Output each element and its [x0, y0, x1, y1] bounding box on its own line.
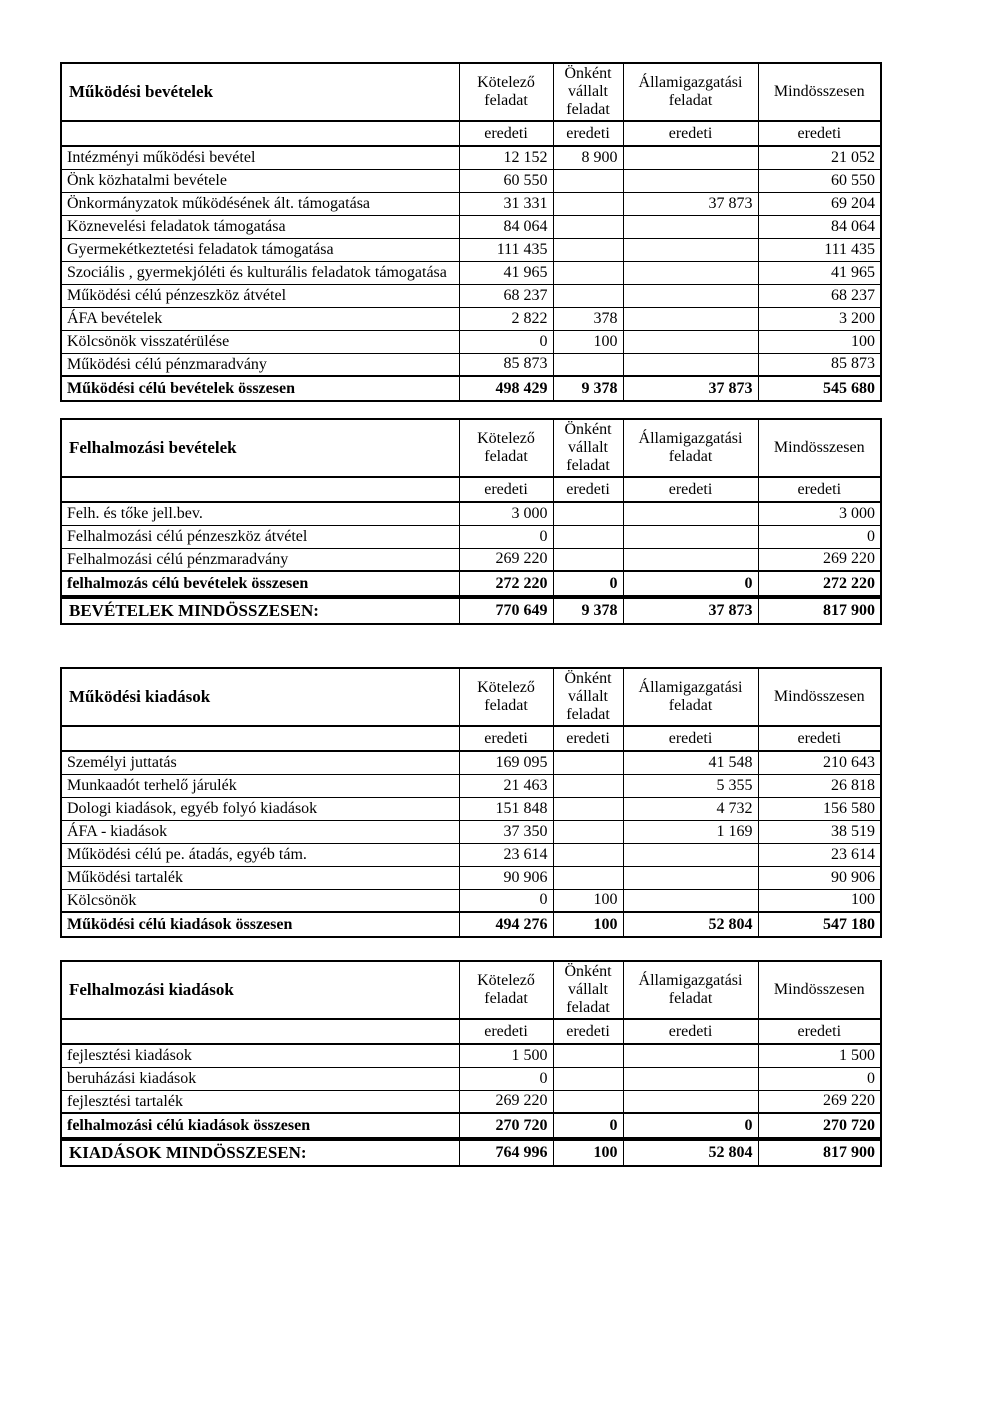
- grand-total-value: 764 996: [459, 1140, 553, 1166]
- table-felhalmozasi-kiadasok: [60, 960, 882, 1139]
- column-header-allamigazgatasi-feladat: Államigazgatási feladat: [623, 961, 758, 1019]
- row-value: 210 643: [758, 751, 881, 774]
- row-value: [623, 889, 758, 912]
- table-row: [61, 330, 881, 353]
- row-value: [553, 548, 623, 571]
- row-label: Működési célú pénzeszköz átvétel: [61, 284, 459, 307]
- total-row-value: 547 180: [758, 912, 881, 937]
- table-row: [61, 502, 881, 525]
- row-value: [623, 238, 758, 261]
- row-value: 169 095: [459, 751, 553, 774]
- row-value: [553, 866, 623, 889]
- row-value: 111 435: [459, 238, 553, 261]
- table-row: [61, 261, 881, 284]
- table-row: [61, 215, 881, 238]
- grand-total-label: BEVÉTELEK MINDÖSSZESEN:: [61, 598, 459, 624]
- table-row: [61, 548, 881, 571]
- subheader-eredeti: eredeti: [623, 477, 758, 502]
- table-row: [61, 525, 881, 548]
- row-value: [623, 1067, 758, 1090]
- table-header-row: [61, 668, 881, 726]
- row-label: Működési célú pe. átadás, egyéb tám.: [61, 843, 459, 866]
- row-value: 26 818: [758, 774, 881, 797]
- row-value: 111 435: [758, 238, 881, 261]
- row-label: Személyi juttatás: [61, 751, 459, 774]
- column-header-kotelezo-feladat: Kötelező feladat: [459, 668, 553, 726]
- subheader-eredeti: eredeti: [459, 1019, 553, 1044]
- subheader-eredeti: eredeti: [758, 1019, 881, 1044]
- total-row-value: 270 720: [459, 1113, 553, 1138]
- column-header-mindosszesen: Mindösszesen: [758, 63, 881, 121]
- row-value: 0: [758, 1067, 881, 1090]
- row-value: [623, 353, 758, 376]
- column-header-mindosszesen: Mindösszesen: [758, 668, 881, 726]
- row-value: 100: [758, 330, 881, 353]
- table-row: [61, 1067, 881, 1090]
- row-label: Köznevelési feladatok támogatása: [61, 215, 459, 238]
- column-header-allamigazgatasi-feladat: Államigazgatási feladat: [623, 63, 758, 121]
- subheader-eredeti: eredeti: [758, 121, 881, 146]
- table-row: [61, 889, 881, 912]
- row-value: 23 614: [758, 843, 881, 866]
- row-value: [623, 307, 758, 330]
- total-row-value: 0: [553, 1113, 623, 1138]
- row-value: 269 220: [758, 548, 881, 571]
- grand-total-value: 9 378: [553, 598, 623, 624]
- row-value: 41 965: [758, 261, 881, 284]
- total-row-label: felhalmozás célú bevételek összesen: [61, 571, 459, 596]
- table-header-row: [61, 961, 881, 1019]
- row-value: 23 614: [459, 843, 553, 866]
- table-subheader-row: [61, 477, 881, 502]
- row-value: 151 848: [459, 797, 553, 820]
- total-row-value: 52 804: [623, 912, 758, 937]
- column-header-mindosszesen: Mindösszesen: [758, 961, 881, 1019]
- row-value: 1 500: [459, 1044, 553, 1067]
- subheader-eredeti: eredeti: [623, 726, 758, 751]
- subheader-eredeti: eredeti: [623, 1019, 758, 1044]
- row-value: 12 152: [459, 146, 553, 169]
- row-label: Kölcsönök visszatérülése: [61, 330, 459, 353]
- subheader-eredeti: eredeti: [758, 477, 881, 502]
- column-header-allamigazgatasi-feladat: Államigazgatási feladat: [623, 668, 758, 726]
- column-header-onkent-vallalt-feladat: Önként vállalt feladat: [553, 63, 623, 121]
- table-row: [61, 820, 881, 843]
- row-value: 85 873: [459, 353, 553, 376]
- column-header-onkent-vallalt-feladat: Önként vállalt feladat: [553, 961, 623, 1019]
- row-value: [553, 820, 623, 843]
- total-row-label: felhalmozási célú kiadások összesen: [61, 1113, 459, 1138]
- subheader-eredeti: eredeti: [758, 726, 881, 751]
- row-label: Önkormányzatok működésének ált. támogatása: [61, 192, 459, 215]
- row-value: 90 906: [459, 866, 553, 889]
- table-total-row: [61, 376, 881, 401]
- total-row-label: Működési célú bevételek összesen: [61, 376, 459, 401]
- row-value: 3 200: [758, 307, 881, 330]
- row-label: Önk közhatalmi bevétele: [61, 169, 459, 192]
- total-row-value: 272 220: [758, 571, 881, 596]
- total-row-value: 37 873: [623, 376, 758, 401]
- row-value: [623, 548, 758, 571]
- row-label: Dologi kiadások, egyéb folyó kiadások: [61, 797, 459, 820]
- column-header-onkent-vallalt-feladat: Önként vállalt feladat: [553, 419, 623, 477]
- column-header-allamigazgatasi-feladat: Államigazgatási feladat: [623, 419, 758, 477]
- table-mukodesi-kiadasok: [60, 667, 882, 938]
- table-row: [61, 797, 881, 820]
- subheader-eredeti: eredeti: [459, 121, 553, 146]
- grand-total-row-revenues: [61, 598, 881, 624]
- row-value: 100: [758, 889, 881, 912]
- table-row: [61, 307, 881, 330]
- subheader-eredeti: eredeti: [553, 726, 623, 751]
- row-value: [623, 866, 758, 889]
- total-row-value: 270 720: [758, 1113, 881, 1138]
- grand-total-row-expenditures: [61, 1140, 881, 1166]
- row-value: 68 237: [459, 284, 553, 307]
- row-value: [553, 525, 623, 548]
- total-row-value: 9 378: [553, 376, 623, 401]
- row-value: 1 500: [758, 1044, 881, 1067]
- row-value: 100: [553, 889, 623, 912]
- grand-total-value: 37 873: [623, 598, 758, 624]
- total-row-value: 0: [623, 1113, 758, 1138]
- row-value: 5 355: [623, 774, 758, 797]
- table-header-row: [61, 419, 881, 477]
- row-value: 0: [459, 889, 553, 912]
- row-value: 84 064: [758, 215, 881, 238]
- section-title: Felhalmozási bevételek: [61, 419, 459, 477]
- row-value: [553, 797, 623, 820]
- row-label: Szociális , gyermekjóléti és kulturális feladatok támogatása: [61, 261, 459, 284]
- row-label: Felhalmozási célú pénzeszköz átvétel: [61, 525, 459, 548]
- table-row: [61, 751, 881, 774]
- grand-total-value: 100: [553, 1140, 623, 1166]
- row-label: Kölcsönök: [61, 889, 459, 912]
- subheader-eredeti: eredeti: [553, 477, 623, 502]
- row-value: 0: [758, 525, 881, 548]
- row-value: 378: [553, 307, 623, 330]
- row-value: [553, 774, 623, 797]
- row-label: Működési célú pénzmaradvány: [61, 353, 459, 376]
- row-value: 21 052: [758, 146, 881, 169]
- subheader-eredeti: eredeti: [459, 726, 553, 751]
- row-value: [623, 525, 758, 548]
- row-value: [553, 1090, 623, 1113]
- row-value: [623, 261, 758, 284]
- row-value: 90 906: [758, 866, 881, 889]
- table-felhalmozasi-bevetelek: [60, 418, 882, 597]
- subheader-empty-cell: [61, 1019, 459, 1044]
- table-total-row: [61, 571, 881, 596]
- row-value: 269 220: [459, 1090, 553, 1113]
- total-row-value: 0: [553, 571, 623, 596]
- column-header-kotelezo-feladat: Kötelező feladat: [459, 419, 553, 477]
- row-value: [623, 1090, 758, 1113]
- row-value: 100: [553, 330, 623, 353]
- row-value: 21 463: [459, 774, 553, 797]
- row-value: [623, 330, 758, 353]
- grand-total-value: 52 804: [623, 1140, 758, 1166]
- row-value: [553, 502, 623, 525]
- subheader-empty-cell: [61, 726, 459, 751]
- row-value: [623, 284, 758, 307]
- row-value: 84 064: [459, 215, 553, 238]
- row-value: 69 204: [758, 192, 881, 215]
- subheader-eredeti: eredeti: [459, 477, 553, 502]
- table-row: [61, 238, 881, 261]
- table-kiadasok-mindosszesen: [60, 1139, 882, 1167]
- row-value: [623, 215, 758, 238]
- total-row-value: 272 220: [459, 571, 553, 596]
- column-header-kotelezo-feladat: Kötelező feladat: [459, 961, 553, 1019]
- row-value: 60 550: [758, 169, 881, 192]
- column-header-kotelezo-feladat: Kötelező feladat: [459, 63, 553, 121]
- row-value: 37 873: [623, 192, 758, 215]
- table-subheader-row: [61, 726, 881, 751]
- row-value: 68 237: [758, 284, 881, 307]
- total-row-value: 494 276: [459, 912, 553, 937]
- row-value: 37 350: [459, 820, 553, 843]
- column-header-onkent-vallalt-feladat: Önként vállalt feladat: [553, 668, 623, 726]
- total-row-value: 100: [553, 912, 623, 937]
- table-row: [61, 353, 881, 376]
- section-title: Működési bevételek: [61, 63, 459, 121]
- row-value: [553, 169, 623, 192]
- row-label: ÁFA bevételek: [61, 307, 459, 330]
- grand-total-label: KIADÁSOK MINDÖSSZESEN:: [61, 1140, 459, 1166]
- table-row: [61, 866, 881, 889]
- table-mukodesi-bevetelek: [60, 62, 882, 402]
- row-label: Felh. és tőke jell.bev.: [61, 502, 459, 525]
- grand-total-value: 770 649: [459, 598, 553, 624]
- table-row: [61, 1090, 881, 1113]
- subheader-eredeti: eredeti: [553, 1019, 623, 1044]
- row-value: [623, 1044, 758, 1067]
- row-value: 38 519: [758, 820, 881, 843]
- row-label: beruházási kiadások: [61, 1067, 459, 1090]
- row-value: 0: [459, 1067, 553, 1090]
- table-row: [61, 146, 881, 169]
- row-value: 0: [459, 330, 553, 353]
- table-bevetelek-mindosszesen: [60, 597, 882, 625]
- row-label: Intézményi működési bevétel: [61, 146, 459, 169]
- row-value: [553, 1067, 623, 1090]
- row-value: [553, 215, 623, 238]
- total-row-value: 545 680: [758, 376, 881, 401]
- row-value: 156 580: [758, 797, 881, 820]
- row-label: fejlesztési tartalék: [61, 1090, 459, 1113]
- row-value: [553, 353, 623, 376]
- row-value: [553, 843, 623, 866]
- row-value: 4 732: [623, 797, 758, 820]
- total-row-value: 498 429: [459, 376, 553, 401]
- subheader-eredeti: eredeti: [553, 121, 623, 146]
- row-label: Munkaadót terhelő járulék: [61, 774, 459, 797]
- row-value: 2 822: [459, 307, 553, 330]
- row-value: [553, 1044, 623, 1067]
- row-value: 269 220: [459, 548, 553, 571]
- section-title: Felhalmozási kiadások: [61, 961, 459, 1019]
- table-row: [61, 843, 881, 866]
- table-total-row: [61, 912, 881, 937]
- table-total-row: [61, 1113, 881, 1138]
- row-label: Felhalmozási célú pénzmaradvány: [61, 548, 459, 571]
- row-value: [553, 284, 623, 307]
- total-row-label: Működési célú kiadások összesen: [61, 912, 459, 937]
- row-value: 85 873: [758, 353, 881, 376]
- section-title: Működési kiadások: [61, 668, 459, 726]
- table-row: [61, 169, 881, 192]
- table-row: [61, 1044, 881, 1067]
- row-label: fejlesztési kiadások: [61, 1044, 459, 1067]
- row-value: 3 000: [459, 502, 553, 525]
- row-value: [623, 169, 758, 192]
- row-value: 8 900: [553, 146, 623, 169]
- row-value: [623, 843, 758, 866]
- row-value: 3 000: [758, 502, 881, 525]
- row-label: Működési tartalék: [61, 866, 459, 889]
- table-subheader-row: [61, 1019, 881, 1044]
- total-row-value: 0: [623, 571, 758, 596]
- row-value: 41 548: [623, 751, 758, 774]
- subheader-eredeti: eredeti: [623, 121, 758, 146]
- subheader-empty-cell: [61, 477, 459, 502]
- row-value: [553, 238, 623, 261]
- table-row: [61, 284, 881, 307]
- row-value: [623, 146, 758, 169]
- table-subheader-row: [61, 121, 881, 146]
- row-label: Gyermekétkeztetési feladatok támogatása: [61, 238, 459, 261]
- column-header-mindosszesen: Mindösszesen: [758, 419, 881, 477]
- row-value: 41 965: [459, 261, 553, 284]
- row-value: [553, 192, 623, 215]
- table-row: [61, 192, 881, 215]
- row-value: 60 550: [459, 169, 553, 192]
- row-value: [553, 261, 623, 284]
- row-value: 1 169: [623, 820, 758, 843]
- row-value: 269 220: [758, 1090, 881, 1113]
- row-value: [553, 751, 623, 774]
- subheader-empty-cell: [61, 121, 459, 146]
- row-value: 0: [459, 525, 553, 548]
- grand-total-value: 817 900: [758, 598, 881, 624]
- row-value: [623, 502, 758, 525]
- row-label: ÁFA - kiadások: [61, 820, 459, 843]
- grand-total-value: 817 900: [758, 1140, 881, 1166]
- table-header-row: [61, 63, 881, 121]
- table-row: [61, 774, 881, 797]
- row-value: 31 331: [459, 192, 553, 215]
